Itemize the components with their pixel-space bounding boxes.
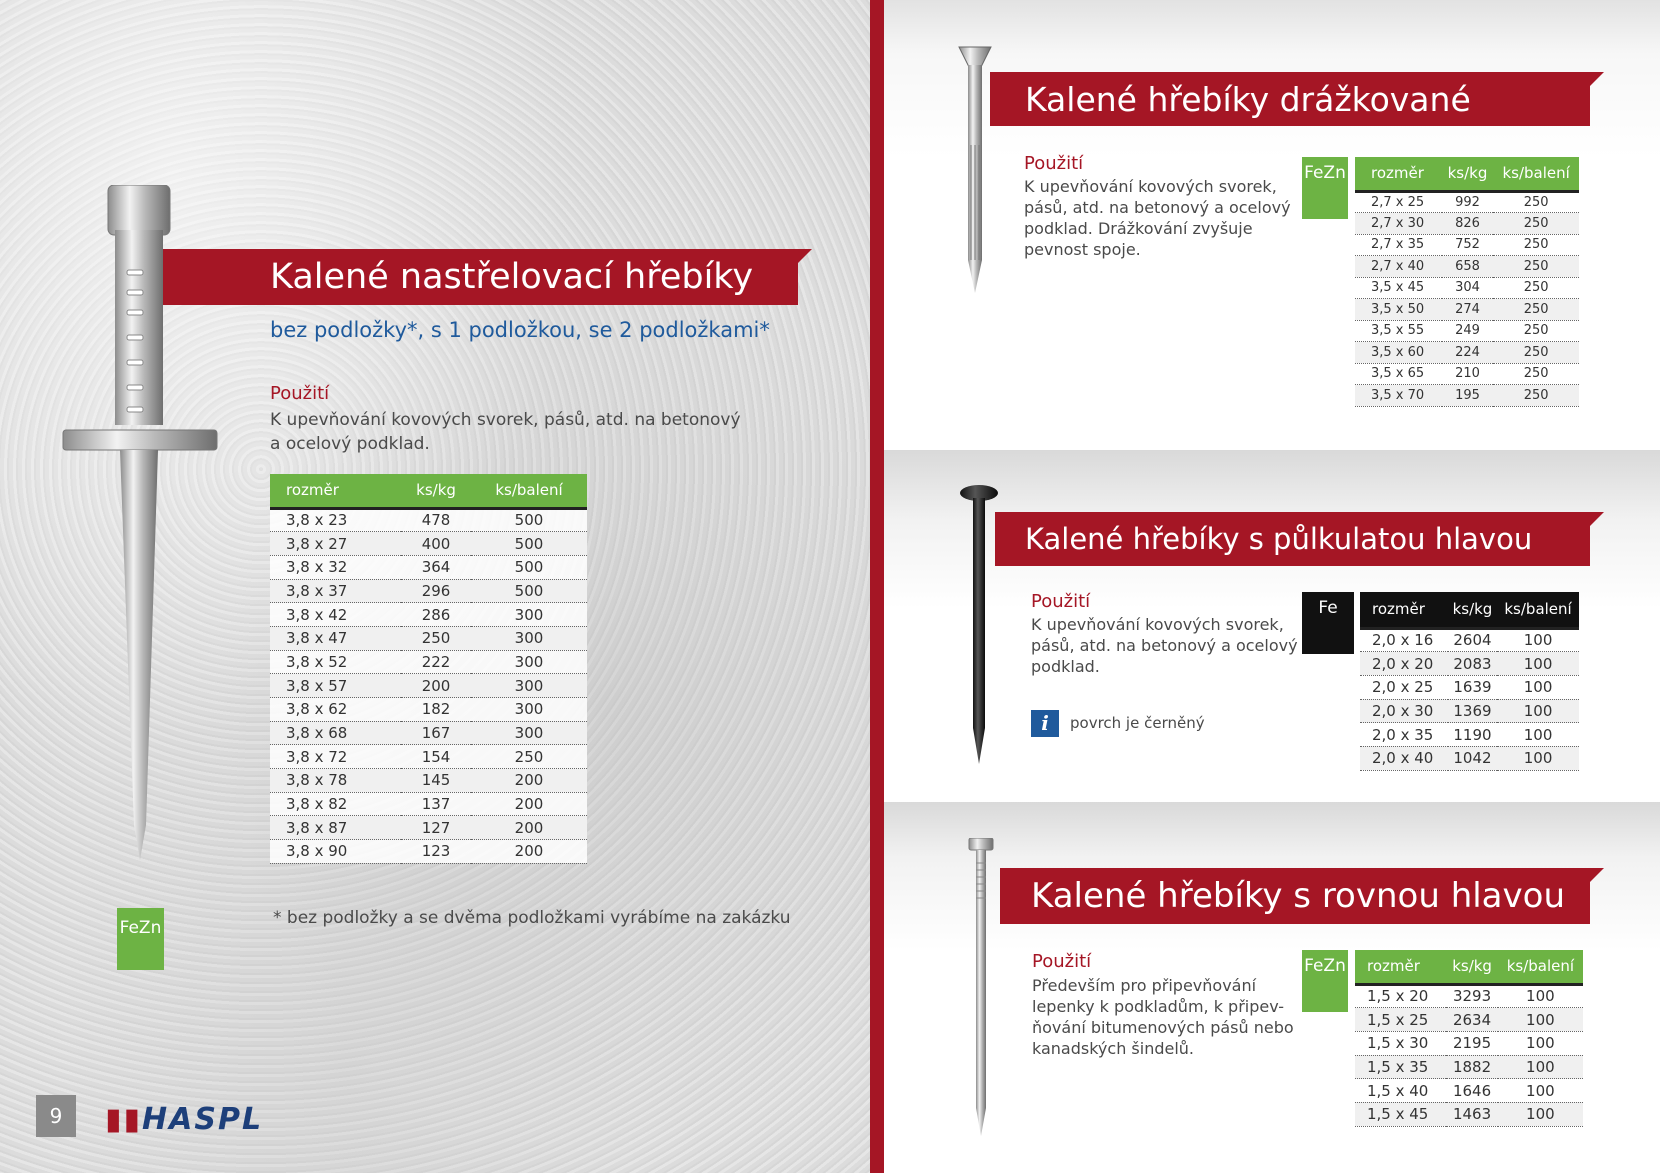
section2-table-body bbox=[1360, 628, 1579, 770]
cell-kspack: 100 bbox=[1498, 1031, 1583, 1055]
info-icon: i bbox=[1031, 710, 1059, 737]
table-row bbox=[270, 816, 587, 840]
cell-size: 3,8 x 82 bbox=[270, 792, 401, 816]
cell-kskg: 1882 bbox=[1446, 1055, 1497, 1079]
haspl-logo bbox=[105, 1102, 263, 1137]
table-row bbox=[270, 840, 587, 864]
section3-use-text bbox=[1032, 975, 1294, 1059]
table-row bbox=[270, 579, 587, 603]
cell-kspack: 100 bbox=[1498, 1008, 1583, 1032]
table-row bbox=[270, 508, 587, 532]
cell-kspack: 250 bbox=[1493, 191, 1579, 213]
cell-kskg: 137 bbox=[401, 792, 471, 816]
cell-kspack: 300 bbox=[471, 721, 587, 745]
section3-use-line: lepenky k podkladům, k připev- bbox=[1032, 997, 1285, 1016]
cell-kspack: 250 bbox=[1493, 299, 1579, 321]
cell-size: 3,8 x 62 bbox=[270, 698, 401, 722]
section1-spec-table bbox=[1355, 157, 1579, 407]
cell-kskg: 3293 bbox=[1446, 984, 1497, 1008]
cell-kskg: 1369 bbox=[1448, 699, 1497, 723]
section1-use-label: Použití bbox=[1024, 153, 1084, 174]
cell-kskg: 195 bbox=[1442, 385, 1494, 407]
table-row bbox=[270, 769, 587, 793]
table-row bbox=[1360, 628, 1579, 652]
table-row bbox=[270, 555, 587, 579]
section2-info-text: povrch je černěný bbox=[1070, 714, 1205, 732]
table-row bbox=[1355, 277, 1579, 299]
left-footnote: * bez podložky a se dvěma podložkami vyrábíme na zakázku bbox=[273, 908, 791, 928]
section3-use-line: Především pro připevňování bbox=[1032, 976, 1257, 995]
section3-use-label: Použití bbox=[1032, 951, 1092, 972]
table-row bbox=[1355, 320, 1579, 342]
cell-size: 2,7 x 30 bbox=[1355, 213, 1442, 235]
left-use-line-2: a ocelový podklad. bbox=[270, 434, 430, 454]
cell-kspack: 300 bbox=[471, 674, 587, 698]
cell-kspack: 500 bbox=[471, 555, 587, 579]
table-row bbox=[1355, 299, 1579, 321]
table-header-row bbox=[1355, 950, 1583, 984]
logo-text: HASPL bbox=[142, 1102, 264, 1137]
cell-kspack: 200 bbox=[471, 840, 587, 864]
cell-kspack: 250 bbox=[1493, 342, 1579, 364]
cell-size: 3,8 x 90 bbox=[270, 840, 401, 864]
section1-use-line: pásů, atd. na betonový a ocelový bbox=[1024, 198, 1291, 217]
section1-use-text bbox=[1024, 176, 1291, 260]
section3-spec-table bbox=[1355, 950, 1583, 1127]
table-row bbox=[1360, 675, 1579, 699]
cell-size: 3,5 x 70 bbox=[1355, 385, 1442, 407]
left-material-badge: FeZn bbox=[117, 908, 164, 970]
cell-kspack: 100 bbox=[1498, 1102, 1583, 1126]
cell-kspack: 100 bbox=[1497, 675, 1579, 699]
table-row bbox=[1355, 363, 1579, 385]
cell-kspack: 250 bbox=[1493, 213, 1579, 235]
cell-kskg: 145 bbox=[401, 769, 471, 793]
cell-size: 2,7 x 40 bbox=[1355, 256, 1442, 278]
cell-kspack: 100 bbox=[1498, 1079, 1583, 1103]
cell-size: 3,8 x 37 bbox=[270, 579, 401, 603]
section3-use-line: kanadských šindelů. bbox=[1032, 1039, 1195, 1058]
cell-kskg: 154 bbox=[401, 745, 471, 769]
section1-use-line: podklad. Drážkování zvyšuje bbox=[1024, 219, 1253, 238]
table-row bbox=[1355, 256, 1579, 278]
cell-kspack: 100 bbox=[1497, 746, 1579, 770]
cell-size: 3,5 x 60 bbox=[1355, 342, 1442, 364]
cell-kskg: 1639 bbox=[1448, 675, 1497, 699]
col-header-kspack: ks/balení bbox=[1498, 950, 1583, 984]
table-row bbox=[270, 698, 587, 722]
col-header-size: rozměr bbox=[270, 474, 401, 508]
cell-kskg: 478 bbox=[401, 508, 471, 532]
table-row bbox=[1355, 1008, 1583, 1032]
col-header-kskg: ks/kg bbox=[1442, 157, 1494, 191]
cell-kskg: 210 bbox=[1442, 363, 1494, 385]
cell-kspack: 250 bbox=[1493, 256, 1579, 278]
cell-kskg: 1646 bbox=[1446, 1079, 1497, 1103]
col-header-kskg: ks/kg bbox=[401, 474, 471, 508]
cell-kspack: 300 bbox=[471, 626, 587, 650]
cell-size: 2,7 x 25 bbox=[1355, 191, 1442, 213]
cell-kspack: 250 bbox=[1493, 363, 1579, 385]
cell-kskg: 752 bbox=[1442, 234, 1494, 256]
cell-kskg: 1463 bbox=[1446, 1102, 1497, 1126]
section3-material-badge: FeZn bbox=[1302, 950, 1348, 1012]
table-header-row bbox=[270, 474, 587, 508]
cell-kspack: 250 bbox=[1493, 385, 1579, 407]
cell-size: 2,7 x 35 bbox=[1355, 234, 1442, 256]
section2-title-banner bbox=[995, 512, 1590, 566]
section3-title-banner bbox=[1000, 868, 1590, 924]
cell-size: 2,0 x 16 bbox=[1360, 628, 1448, 652]
cell-kspack: 100 bbox=[1497, 723, 1579, 747]
table-row bbox=[270, 792, 587, 816]
cell-size: 2,0 x 25 bbox=[1360, 675, 1448, 699]
table-row bbox=[270, 650, 587, 674]
cell-size: 3,5 x 50 bbox=[1355, 299, 1442, 321]
cell-kskg: 222 bbox=[401, 650, 471, 674]
table-row bbox=[270, 603, 587, 627]
table-row bbox=[1360, 699, 1579, 723]
table-row bbox=[270, 626, 587, 650]
logo-mark-icon: ▮▮ bbox=[105, 1102, 143, 1137]
cell-kskg: 2083 bbox=[1448, 652, 1497, 676]
flat-head-nail-image bbox=[968, 838, 994, 1138]
cell-size: 1,5 x 40 bbox=[1355, 1079, 1446, 1103]
cell-kspack: 200 bbox=[471, 816, 587, 840]
section3-use-line: ňování bitumenových pásů nebo bbox=[1032, 1018, 1294, 1037]
page-number: 9 bbox=[36, 1095, 76, 1137]
left-title: Kalené nastřelovací hřebíky bbox=[270, 257, 754, 297]
section2-spec-table bbox=[1360, 592, 1579, 771]
left-use-line-1: K upevňování kovových svorek, pásů, atd. na betonový bbox=[270, 410, 741, 430]
left-title-banner bbox=[163, 249, 798, 305]
cell-size: 3,8 x 68 bbox=[270, 721, 401, 745]
cell-size: 2,0 x 30 bbox=[1360, 699, 1448, 723]
cell-kskg: 250 bbox=[401, 626, 471, 650]
left-table-body bbox=[270, 508, 587, 863]
cell-kspack: 250 bbox=[1493, 234, 1579, 256]
round-head-nail-image bbox=[958, 484, 1000, 766]
section1-title: Kalené hřebíky drážkované bbox=[1025, 79, 1471, 119]
cell-size: 3,8 x 23 bbox=[270, 508, 401, 532]
table-row bbox=[1355, 1102, 1583, 1126]
cell-kskg: 296 bbox=[401, 579, 471, 603]
cell-kskg: 182 bbox=[401, 698, 471, 722]
cell-kspack: 500 bbox=[471, 579, 587, 603]
cell-size: 3,5 x 45 bbox=[1355, 277, 1442, 299]
cell-kskg: 1190 bbox=[1448, 723, 1497, 747]
left-spec-table bbox=[270, 474, 587, 864]
table-row bbox=[1355, 1079, 1583, 1103]
section2-use-line: pásů, atd. na betonový a ocelový bbox=[1031, 636, 1298, 655]
cell-size: 3,8 x 27 bbox=[270, 532, 401, 556]
cell-kskg: 2195 bbox=[1446, 1031, 1497, 1055]
cell-kskg: 286 bbox=[401, 603, 471, 627]
section2-use-label: Použití bbox=[1031, 591, 1091, 612]
col-header-kspack: ks/balení bbox=[1493, 157, 1579, 191]
section2-use-line: podklad. bbox=[1031, 657, 1100, 676]
cell-kskg: 304 bbox=[1442, 277, 1494, 299]
table-row bbox=[270, 745, 587, 769]
cell-kskg: 167 bbox=[401, 721, 471, 745]
table-row bbox=[1355, 191, 1579, 213]
section3-title: Kalené hřebíky s rovnou hlavou bbox=[1031, 876, 1565, 916]
table-row bbox=[1355, 385, 1579, 407]
cell-kskg: 658 bbox=[1442, 256, 1494, 278]
section2-material-badge: Fe bbox=[1302, 592, 1354, 654]
cell-kspack: 100 bbox=[1497, 628, 1579, 652]
cell-kskg: 127 bbox=[401, 816, 471, 840]
section2-title: Kalené hřebíky s půlkulatou hlavou bbox=[1025, 522, 1533, 556]
cell-kspack: 300 bbox=[471, 698, 587, 722]
col-header-size: rozměr bbox=[1360, 592, 1448, 628]
section1-use-line: K upevňování kovových svorek, bbox=[1024, 177, 1277, 196]
cell-size: 3,8 x 52 bbox=[270, 650, 401, 674]
cell-size: 1,5 x 45 bbox=[1355, 1102, 1446, 1126]
cell-kspack: 250 bbox=[1493, 277, 1579, 299]
col-header-kskg: ks/kg bbox=[1448, 592, 1497, 628]
cell-kspack: 100 bbox=[1497, 699, 1579, 723]
cell-size: 3,8 x 42 bbox=[270, 603, 401, 627]
cell-kspack: 500 bbox=[471, 532, 587, 556]
cell-kskg: 364 bbox=[401, 555, 471, 579]
table-row bbox=[1355, 984, 1583, 1008]
cell-kspack: 100 bbox=[1498, 984, 1583, 1008]
cell-size: 1,5 x 25 bbox=[1355, 1008, 1446, 1032]
section2-use-line: K upevňování kovových svorek, bbox=[1031, 615, 1284, 634]
cell-size: 3,5 x 65 bbox=[1355, 363, 1442, 385]
cell-kskg: 992 bbox=[1442, 191, 1494, 213]
cell-kspack: 200 bbox=[471, 769, 587, 793]
cell-size: 1,5 x 35 bbox=[1355, 1055, 1446, 1079]
cell-size: 3,5 x 55 bbox=[1355, 320, 1442, 342]
section1-table-body bbox=[1355, 191, 1579, 406]
cell-size: 3,8 x 87 bbox=[270, 816, 401, 840]
table-row bbox=[1360, 723, 1579, 747]
col-header-size: rozměr bbox=[1355, 950, 1446, 984]
cell-kspack: 500 bbox=[471, 508, 587, 532]
cell-kspack: 200 bbox=[471, 792, 587, 816]
section3-table-body bbox=[1355, 984, 1583, 1126]
table-row bbox=[1360, 746, 1579, 770]
col-header-kskg: ks/kg bbox=[1446, 950, 1497, 984]
table-row bbox=[270, 674, 587, 698]
table-row bbox=[1355, 1031, 1583, 1055]
table-row bbox=[270, 721, 587, 745]
cell-kskg: 274 bbox=[1442, 299, 1494, 321]
table-row bbox=[1355, 342, 1579, 364]
cell-kskg: 826 bbox=[1442, 213, 1494, 235]
cell-kspack: 250 bbox=[1493, 320, 1579, 342]
page-spine bbox=[870, 0, 884, 1173]
cell-kspack: 100 bbox=[1498, 1055, 1583, 1079]
cell-size: 3,8 x 72 bbox=[270, 745, 401, 769]
left-use-text bbox=[270, 408, 741, 456]
cell-kskg: 2604 bbox=[1448, 628, 1497, 652]
cell-kskg: 224 bbox=[1442, 342, 1494, 364]
cell-kspack: 300 bbox=[471, 650, 587, 674]
left-subtitle: bez podložky*, s 1 podložkou, se 2 podložkami* bbox=[270, 318, 770, 342]
grooved-nail-image bbox=[955, 45, 995, 295]
cell-size: 2,0 x 20 bbox=[1360, 652, 1448, 676]
left-use-label: Použití bbox=[270, 383, 330, 404]
cell-size: 3,8 x 57 bbox=[270, 674, 401, 698]
cell-kspack: 300 bbox=[471, 603, 587, 627]
cell-kskg: 249 bbox=[1442, 320, 1494, 342]
cell-kskg: 200 bbox=[401, 674, 471, 698]
cell-size: 2,0 x 40 bbox=[1360, 746, 1448, 770]
section1-title-banner bbox=[990, 72, 1590, 126]
col-header-size: rozměr bbox=[1355, 157, 1442, 191]
table-header-row bbox=[1355, 157, 1579, 191]
cell-size: 3,8 x 78 bbox=[270, 769, 401, 793]
cell-size: 3,8 x 47 bbox=[270, 626, 401, 650]
cell-size: 1,5 x 30 bbox=[1355, 1031, 1446, 1055]
table-row bbox=[1355, 213, 1579, 235]
cell-kspack: 250 bbox=[471, 745, 587, 769]
col-header-kspack: ks/balení bbox=[471, 474, 587, 508]
section2-use-text bbox=[1031, 614, 1298, 677]
table-header-row bbox=[1360, 592, 1579, 628]
section1-use-line: pevnost spoje. bbox=[1024, 240, 1141, 259]
cell-kskg: 1042 bbox=[1448, 746, 1497, 770]
cell-size: 3,8 x 32 bbox=[270, 555, 401, 579]
cell-kskg: 123 bbox=[401, 840, 471, 864]
cell-size: 2,0 x 35 bbox=[1360, 723, 1448, 747]
cell-kskg: 2634 bbox=[1446, 1008, 1497, 1032]
table-row bbox=[1355, 1055, 1583, 1079]
col-header-kspack: ks/balení bbox=[1497, 592, 1579, 628]
section1-material-badge: FeZn bbox=[1302, 157, 1348, 219]
cell-kskg: 400 bbox=[401, 532, 471, 556]
table-row bbox=[1360, 652, 1579, 676]
table-row bbox=[1355, 234, 1579, 256]
table-row bbox=[270, 532, 587, 556]
cell-size: 1,5 x 20 bbox=[1355, 984, 1446, 1008]
cell-kspack: 100 bbox=[1497, 652, 1579, 676]
